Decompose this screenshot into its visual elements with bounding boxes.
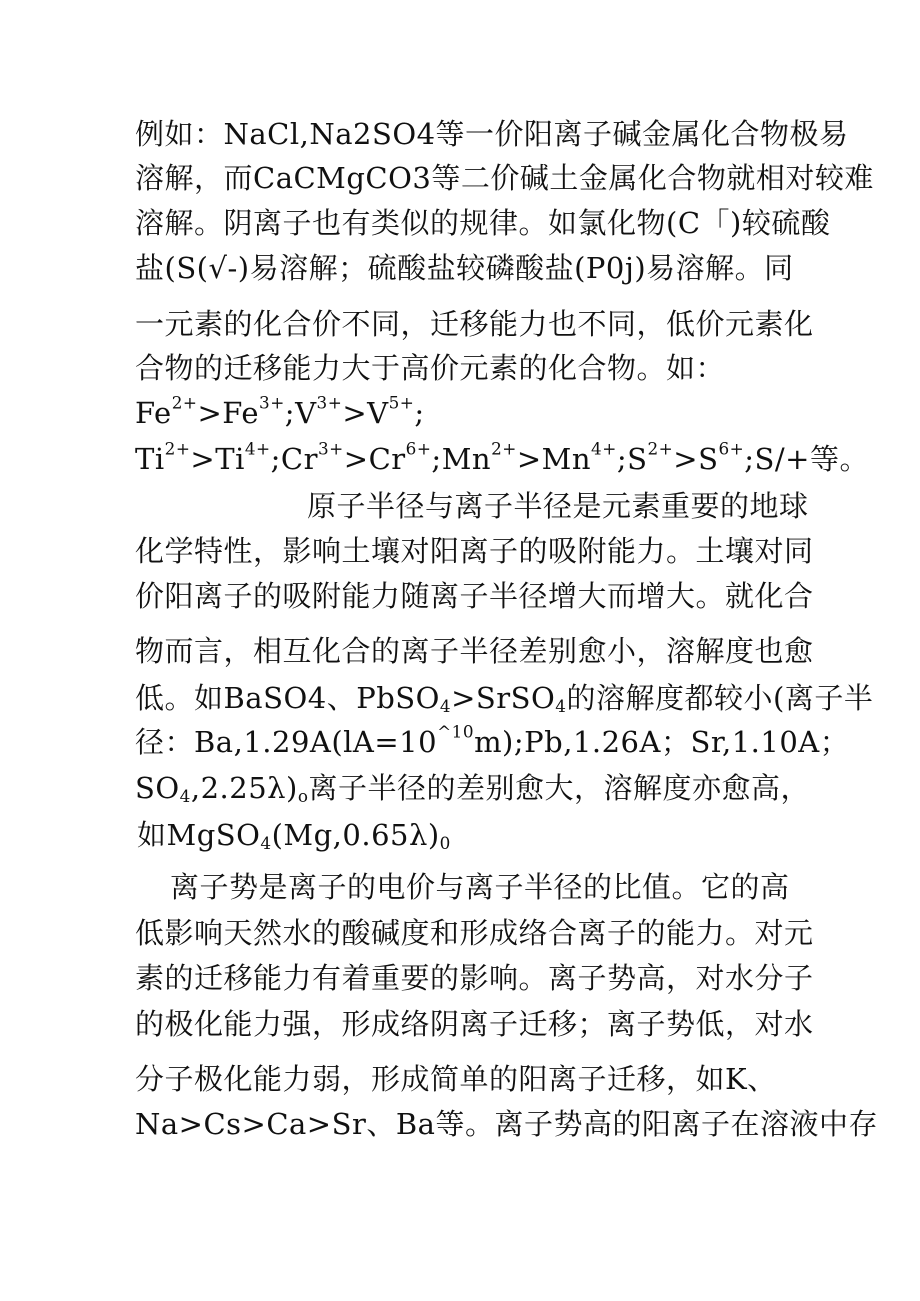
text-line: 分子极化能力弱，形成简单的阳离子迁移，如K、: [135, 1062, 777, 1096]
text-line: 合物的迁移能力大于高价元素的化合物。如：: [135, 351, 726, 385]
text-line: 物而言，相互化合的离子半径差别愈小，溶解度也愈: [135, 634, 814, 668]
text-line: 价阳离子的吸附能力随离子半径增大而增大。就化合: [135, 579, 814, 613]
text-line: 原子半径与离子半径是元素重要的地球: [307, 489, 809, 523]
text-line: 一元素的化合价不同，迁移能力也不同，低价元素化: [135, 307, 814, 341]
text-line: 离子势是离子的电价与离子半径的比值。它的高: [170, 870, 790, 904]
formula-line: 如$MgSO_4(Mg,0.65\lambda)_0$: [137, 818, 451, 854]
text-line: 溶解。阴离子也有类似的规律。如氯化物(C「)较硫酸: [135, 206, 831, 240]
formula-line: 低。如BaSO4、PbSO$_4$>SrSO$_4$的溶解度都较小(离子半: [135, 681, 874, 717]
formula-line: 径：$Ba,1.29A(lA=10^{\^{}10}m);Pb,1.26A$；Sr,1.10A；: [135, 721, 850, 759]
text-line: Na>Cs>Ca>Sr、Ba等。离子势高的阳离子在溶液中存: [135, 1107, 878, 1141]
formula-line: $SO_4,2.25\lambda)_o$离子半径的差别愈大，溶解度亦愈高，: [135, 771, 810, 807]
text-line: 例如：NaCl,Na2SO4等一价阳离子碱金属化合物极易: [135, 117, 849, 151]
text-line: 素的迁移能力有着重要的影响。离子势高，对水分子: [135, 961, 814, 995]
text-line: 低影响天然水的酸碱度和形成络合离子的能力。对元: [135, 916, 814, 950]
text-line: 化学特性，影响土壤对阳离子的吸附能力。土壤对同: [135, 534, 814, 568]
text-line: 溶解，而CaCMgCO3等二价碱土金属化合物就相对较难: [135, 161, 874, 195]
formula-line: $Fe^{2+}>Fe^{3+};V^{3+}>V^{5+}$;: [135, 392, 425, 430]
text-line: 的极化能力强，形成络阴离子迁移；离子势低，对水: [135, 1007, 814, 1041]
text-line: 盐(S(√-)易溶解；硫酸盐较磷酸盐(P0j)易溶解。同: [135, 251, 794, 285]
formula-line: $Ti^{2+}>Ti^{4+};Cr^{3+}>Cr^{6+};Mn^{2+}>Mn^{4+};S^{2+}>S^{6+};S/+$等。: [135, 438, 869, 476]
